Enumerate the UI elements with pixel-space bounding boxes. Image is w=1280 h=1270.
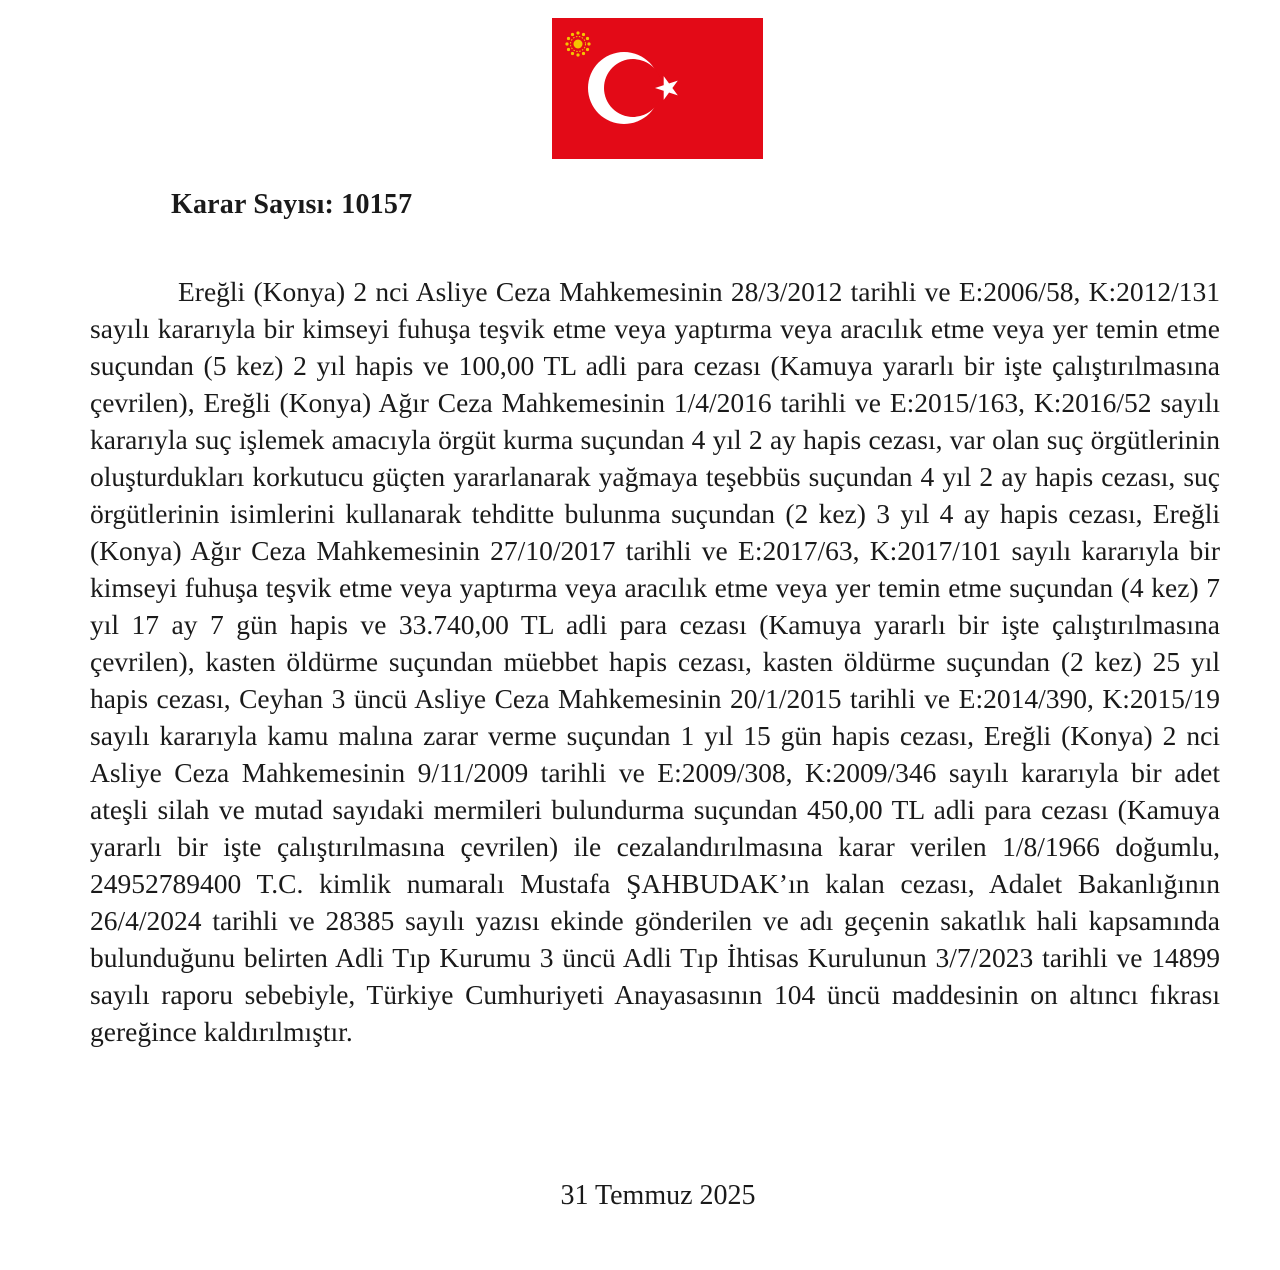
flag-graphic <box>552 18 763 159</box>
turkish-flag-icon <box>552 18 763 159</box>
decision-date: 31 Temmuz 2025 <box>560 1180 756 1211</box>
decision-body-text: Ereğli (Konya) 2 nci Asliye Ceza Mahkemesinin 28/3/2012 tarihli ve E:2006/58, K:2012/131 sayılı kararıyla bir kimseyi fuhuşa teşvik etme veya yaptırma veya aracılık etme veya yer temin etme suçundan (5 kez) 2 yıl hapis ve 100,00 TL adli para cezası (Kamuya yararlı bir işte çalıştırılmasına çevrilen), Ereğli (Konya) Ağır Ceza Mahkemesinin 1/4/2016 tarihli ve E:2015/163, K:2016/52 sayılı kararıyla suç işlemek amacıyla örgüt kurma suçundan 4 yıl 2 ay hapis cezası, var olan suç örgütlerinin oluşturdukları korkutucu güçten yararlanarak yağmaya teşebbüs suçundan 4 yıl 2 ay hapis cezası, suç örgütlerinin isimlerini kullanarak tehditte bulunma suçundan (2 kez) 3 yıl 4 ay hapis cezası, Ereğli (Konya) Ağır Ceza Mahkemesinin 27/10/2017 tarihli ve E:2017/63, K:2017/101 sayılı kararıyla bir kimseyi fuhuşa teşvik etme veya yaptırma veya aracılık etme veya yer temin etme suçundan (4 kez) 7 yıl 17 ay 7 gün hapis ve 33.740,00 TL adli para cezası (Kamuya yararlı bir işte çalıştırılmasına çevrilen), kasten öldürme suçundan müebbet hapis cezası, kasten öldürme suçundan (2 kez) 25 yıl hapis cezası, Ceyhan 3 üncü Asliye Ceza Mahkemesinin 20/1/2015 tarihli ve E:2014/390, K:2015/19 sayılı kararıyla kamu malına zarar verme suçundan 1 yıl 15 gün hapis cezası, Ereğli (Konya) 2 nci Asliye Ceza Mahkemesinin 9/11/2009 tarihli ve E:2009/308, K:2009/346 sayılı kararıyla bir adet ateşli silah ve mutad sayıdaki mermileri bulundurma suçundan 450,00 TL adli para cezası (Kamuya yararlı bir işte çalıştırılmasına çevrilen) ile cezalandırılmasına karar verilen 1/8/1966 doğumlu, 24952789400 T.C. kimlik numaralı Mustafa ŞAHBUDAK’ın kalan cezası, Adalet Bakanlığının 26/4/2024 tarihli ve 28385 sayılı yazısı ekinde gönderilen ve adı geçenin sakatlık hali kapsamında bulunduğunu belirten Adli Tıp Kurumu 3 üncü Adli Tıp İhtisas Kurulunun 3/7/2023 tarihli ve 14899 sayılı raporu sebebiyle, Türkiye Cumhuriyeti Anayasasının 104 üncü maddesinin on altıncı fıkrası gereğince kaldırılmıştır. <box>90 276 1220 1047</box>
decision-number-title: Karar Sayısı: 10157 <box>171 189 413 220</box>
